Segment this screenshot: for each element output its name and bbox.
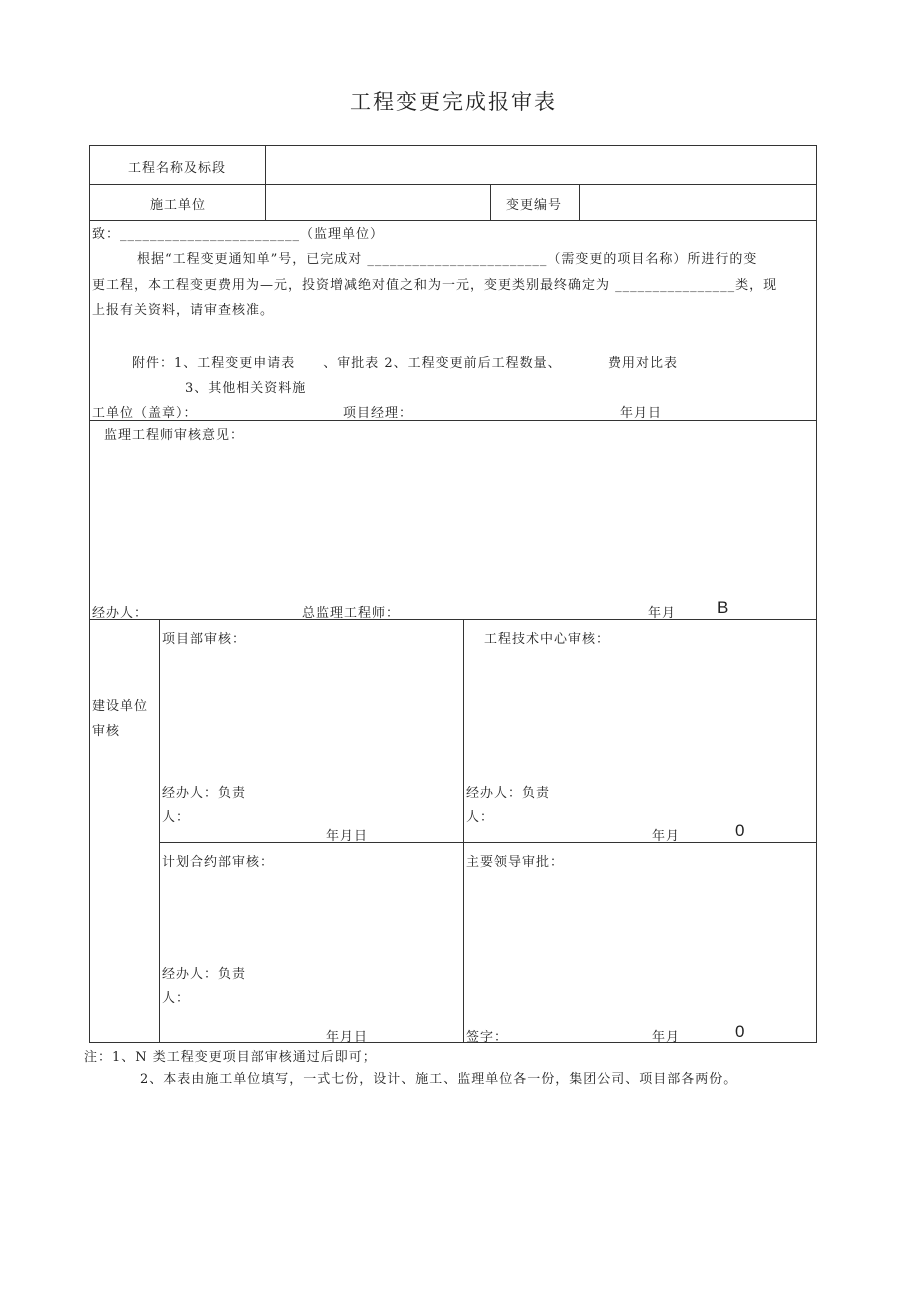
leader-date: 年月 <box>652 1030 681 1045</box>
change-number-label: 变更编号 <box>506 198 563 213</box>
change-number-field[interactable] <box>590 194 805 212</box>
leader-signature-label: 签字： <box>466 1030 509 1045</box>
supervisor-date: 年月 <box>648 606 677 621</box>
tech-center-date: 年月 <box>652 829 681 844</box>
attachment-line-1-tail: 费用对比表 <box>608 356 679 371</box>
note-line-1: 注：1、N 类工程变更项目部审核通过后即可； <box>84 1050 377 1065</box>
contractor-date: 年月日 <box>620 406 663 421</box>
tech-center-date-tail: 0 <box>735 821 745 840</box>
addressee-suffix: （监理单位） <box>300 227 385 242</box>
addressee-blank[interactable]: ________________________ <box>120 227 301 242</box>
attachment-line-1: 附件：1、工程变更申请表 、审批表 2、工程变更前后工程数量、 <box>132 356 562 371</box>
attachment-line-2: 3、其他相关资料施 <box>185 381 307 396</box>
body-line-1: 根据“工程变更通知单”号，已完成对 ________________________（需变更的项目名称）所进行的变 <box>137 252 758 267</box>
project-name-label: 工程名称及标段 <box>128 161 227 176</box>
body-line-2: 更工程，本工程变更费用为—元，投资增减绝对值之和为一元，变更类别最终确定为 ________________类，现 <box>92 278 778 293</box>
note-line-2: 2、本表由施工单位填写，一式七份，设计、施工、监理单位各一份，集团公司、项目部各两份。 <box>140 1072 738 1087</box>
supervisor-handler-label: 经办人： <box>92 606 149 621</box>
contractor-label: 施工单位 <box>150 198 207 213</box>
project-manager-label: 项目经理： <box>343 406 414 421</box>
planning-dept-date: 年月日 <box>326 1030 369 1045</box>
addressee-line <box>92 223 384 242</box>
page-title: 工程变更完成报审表 <box>350 90 557 114</box>
tech-center-handler-cont: 人： <box>466 810 495 825</box>
project-dept-handler-cont: 人： <box>162 810 191 825</box>
body-line-3: 上报有关资料，请审查核准。 <box>92 303 275 318</box>
planning-dept-handler: 经办人：负责 <box>162 967 247 982</box>
project-dept-date: 年月日 <box>326 829 369 844</box>
project-name-field[interactable] <box>275 157 805 175</box>
supervisor-date-tail: B <box>717 598 729 617</box>
supervisor-opinion-label: 监理工程师审核意见： <box>104 428 245 443</box>
chief-supervisor-label: 总监理工程师： <box>302 606 401 621</box>
tech-center-handler: 经办人：负责 <box>466 786 551 801</box>
tech-center-review-label: 工程技术中心审核： <box>484 632 611 647</box>
addressee-prefix: 致： <box>92 227 121 242</box>
project-dept-review-label: 项目部审核： <box>162 632 247 647</box>
leader-date-tail: 0 <box>735 1022 745 1041</box>
contractor-field[interactable] <box>275 194 480 212</box>
owner-review-label-1: 建设单位 <box>92 699 149 714</box>
leader-approval-label: 主要领导审批： <box>466 855 565 870</box>
planning-dept-handler-cont: 人： <box>162 991 191 1006</box>
project-dept-handler: 经办人：负责 <box>162 786 247 801</box>
planning-dept-review-label: 计划合约部审核： <box>162 855 275 870</box>
owner-review-label-2: 审核 <box>92 724 121 739</box>
contractor-seal-label: 工单位（盖章）： <box>92 406 198 421</box>
